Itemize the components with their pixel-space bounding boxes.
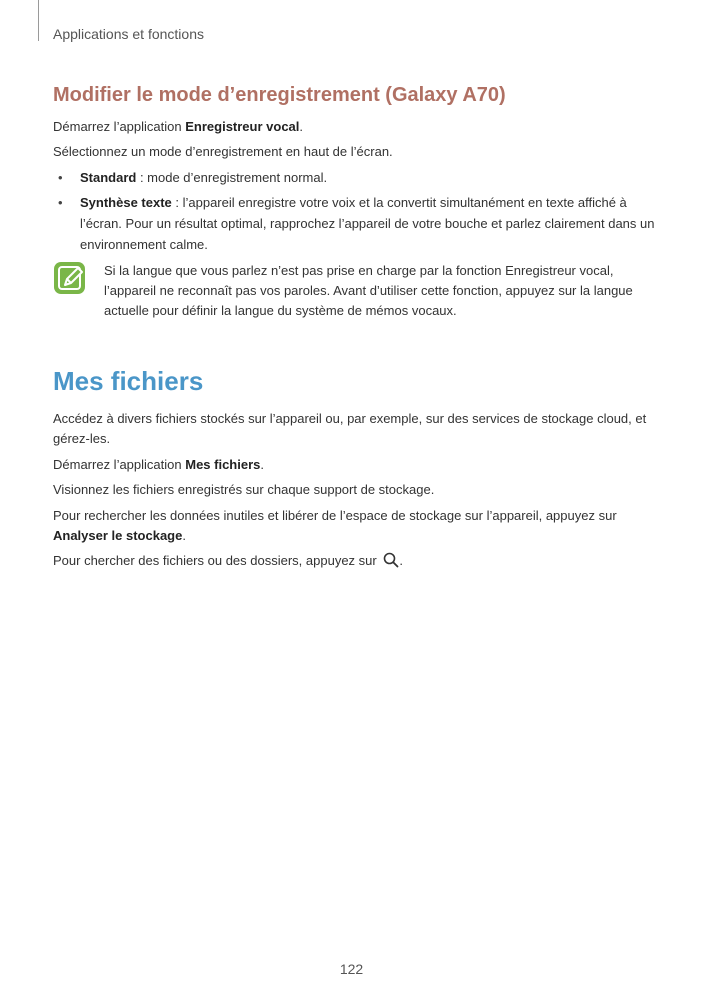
page-number: 122	[339, 961, 364, 977]
paragraph-view-files: Visionnez les fichiers enregistrés sur chaque support de stockage.	[53, 482, 435, 497]
list-item-speech-to-text: Synthèse texte : l’appareil enregistre votre voix et la convertit simultanément en texte affiché à l’écran. Pour un résultat optimal, rapprochez l’appareil de votre bouche et parlez clairement dans un environnement calme.	[80, 195, 655, 252]
bullet-marker: •	[58, 195, 63, 210]
section-title-recording-mode: Modifier le mode d’enregistrement (Galaxy A70)	[53, 84, 506, 106]
list-item-standard: Standard : mode d’enregistrement normal.	[80, 170, 328, 185]
bullet-marker: •	[58, 170, 63, 185]
paragraph-select-mode: Sélectionnez un mode d’enregistrement en haut de l’écran.	[53, 144, 393, 159]
paragraph-start-my-files: Démarrez l’application Mes fichiers.	[53, 457, 265, 472]
paragraph-analyse-storage: Pour rechercher les données inutiles et libérer de l’espace de stockage sur l’appareil, appuyez sur Analyser le stockage.	[53, 508, 617, 543]
analyse-storage-label: Analyser le stockage	[53, 528, 183, 543]
section-title-my-files: Mes fichiers	[53, 366, 204, 396]
paragraph-my-files-intro: Accédez à divers fichiers stockés sur l’appareil ou, par exemple, sur des services de stockage cloud, et gérez-les.	[53, 411, 647, 446]
app-name-voice-recorder: Enregistreur vocal	[185, 119, 300, 134]
note-text-language: Si la langue que vous parlez n’est pas prise en charge par la fonction Enregistreur vocal, l’appareil ne reconnaît pas vos paroles. Avant d’utiliser cette fonction, appuyez sur la langue actuelle pour définir la langue du système de mémos vocaux.	[104, 263, 633, 318]
search-icon	[383, 552, 399, 568]
app-name-my-files: Mes fichiers	[185, 457, 261, 472]
running-header: Applications et fonctions	[53, 26, 204, 42]
note-pencil-icon	[53, 260, 87, 296]
paragraph-search-files: Pour chercher des fichiers ou des dossiers, appuyez sur .	[53, 553, 403, 568]
paragraph-start-voice-recorder: Démarrez l’application Enregistreur vocal.	[53, 119, 304, 134]
margin-rule	[38, 0, 39, 41]
